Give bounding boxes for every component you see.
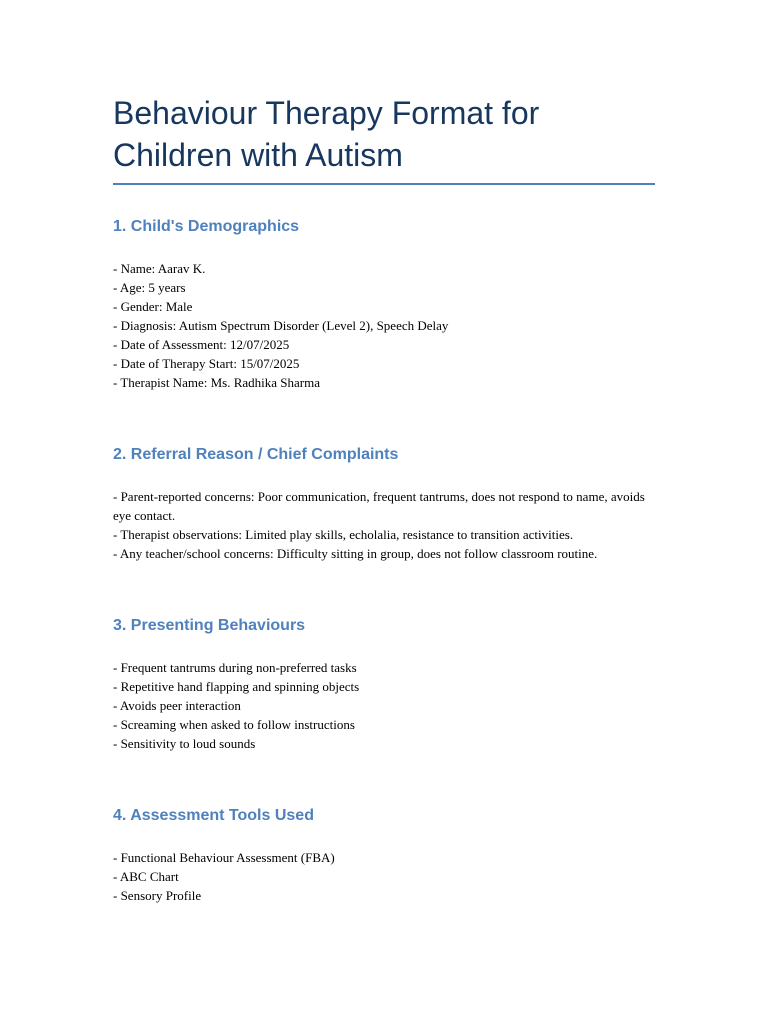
list-item: - Date of Assessment: 12/07/2025 <box>113 337 290 352</box>
list-item: - Parent-reported concerns: Poor communication, frequent tantrums, does not respond to name, avoids eye contact. <box>113 489 645 523</box>
section-body <box>113 658 655 753</box>
list-item: - Therapist Name: Ms. Radhika Sharma <box>113 375 320 390</box>
section-heading: 1. Child's Demographics <box>113 218 300 235</box>
section-body <box>113 487 655 563</box>
list-item: - Name: Aarav K. <box>113 261 206 276</box>
section-demographics <box>113 217 655 392</box>
list-item: - Diagnosis: Autism Spectrum Disorder (Level 2), Speech Delay <box>113 318 449 333</box>
list-item: - Sensory Profile <box>113 888 202 903</box>
document-page <box>113 92 655 905</box>
section-heading: 2. Referral Reason / Chief Complaints <box>113 446 399 463</box>
list-item: - Therapist observations: Limited play skills, echolalia, resistance to transition activities. <box>113 527 574 542</box>
list-item: - Repetitive hand flapping and spinning objects <box>113 679 360 694</box>
section-assessment-tools <box>113 806 655 905</box>
list-item: - ABC Chart <box>113 869 179 884</box>
document-title: Behaviour Therapy Format for Children with Autism <box>113 92 655 185</box>
list-item: - Age: 5 years <box>113 280 186 295</box>
section-presenting-behaviours <box>113 616 655 753</box>
section-heading: 3. Presenting Behaviours <box>113 617 306 634</box>
list-item: - Gender: Male <box>113 299 193 314</box>
list-item: - Date of Therapy Start: 15/07/2025 <box>113 356 300 371</box>
list-item: - Functional Behaviour Assessment (FBA) <box>113 850 335 865</box>
list-item: - Frequent tantrums during non-preferred tasks <box>113 660 357 675</box>
section-body <box>113 848 655 905</box>
list-item: - Any teacher/school concerns: Difficulty sitting in group, does not follow classroom routine. <box>113 546 598 561</box>
section-referral-reason <box>113 445 655 563</box>
list-item: - Sensitivity to loud sounds <box>113 736 256 751</box>
list-item: - Screaming when asked to follow instructions <box>113 717 355 732</box>
section-body <box>113 259 655 392</box>
list-item: - Avoids peer interaction <box>113 698 241 713</box>
section-heading: 4. Assessment Tools Used <box>113 807 314 824</box>
